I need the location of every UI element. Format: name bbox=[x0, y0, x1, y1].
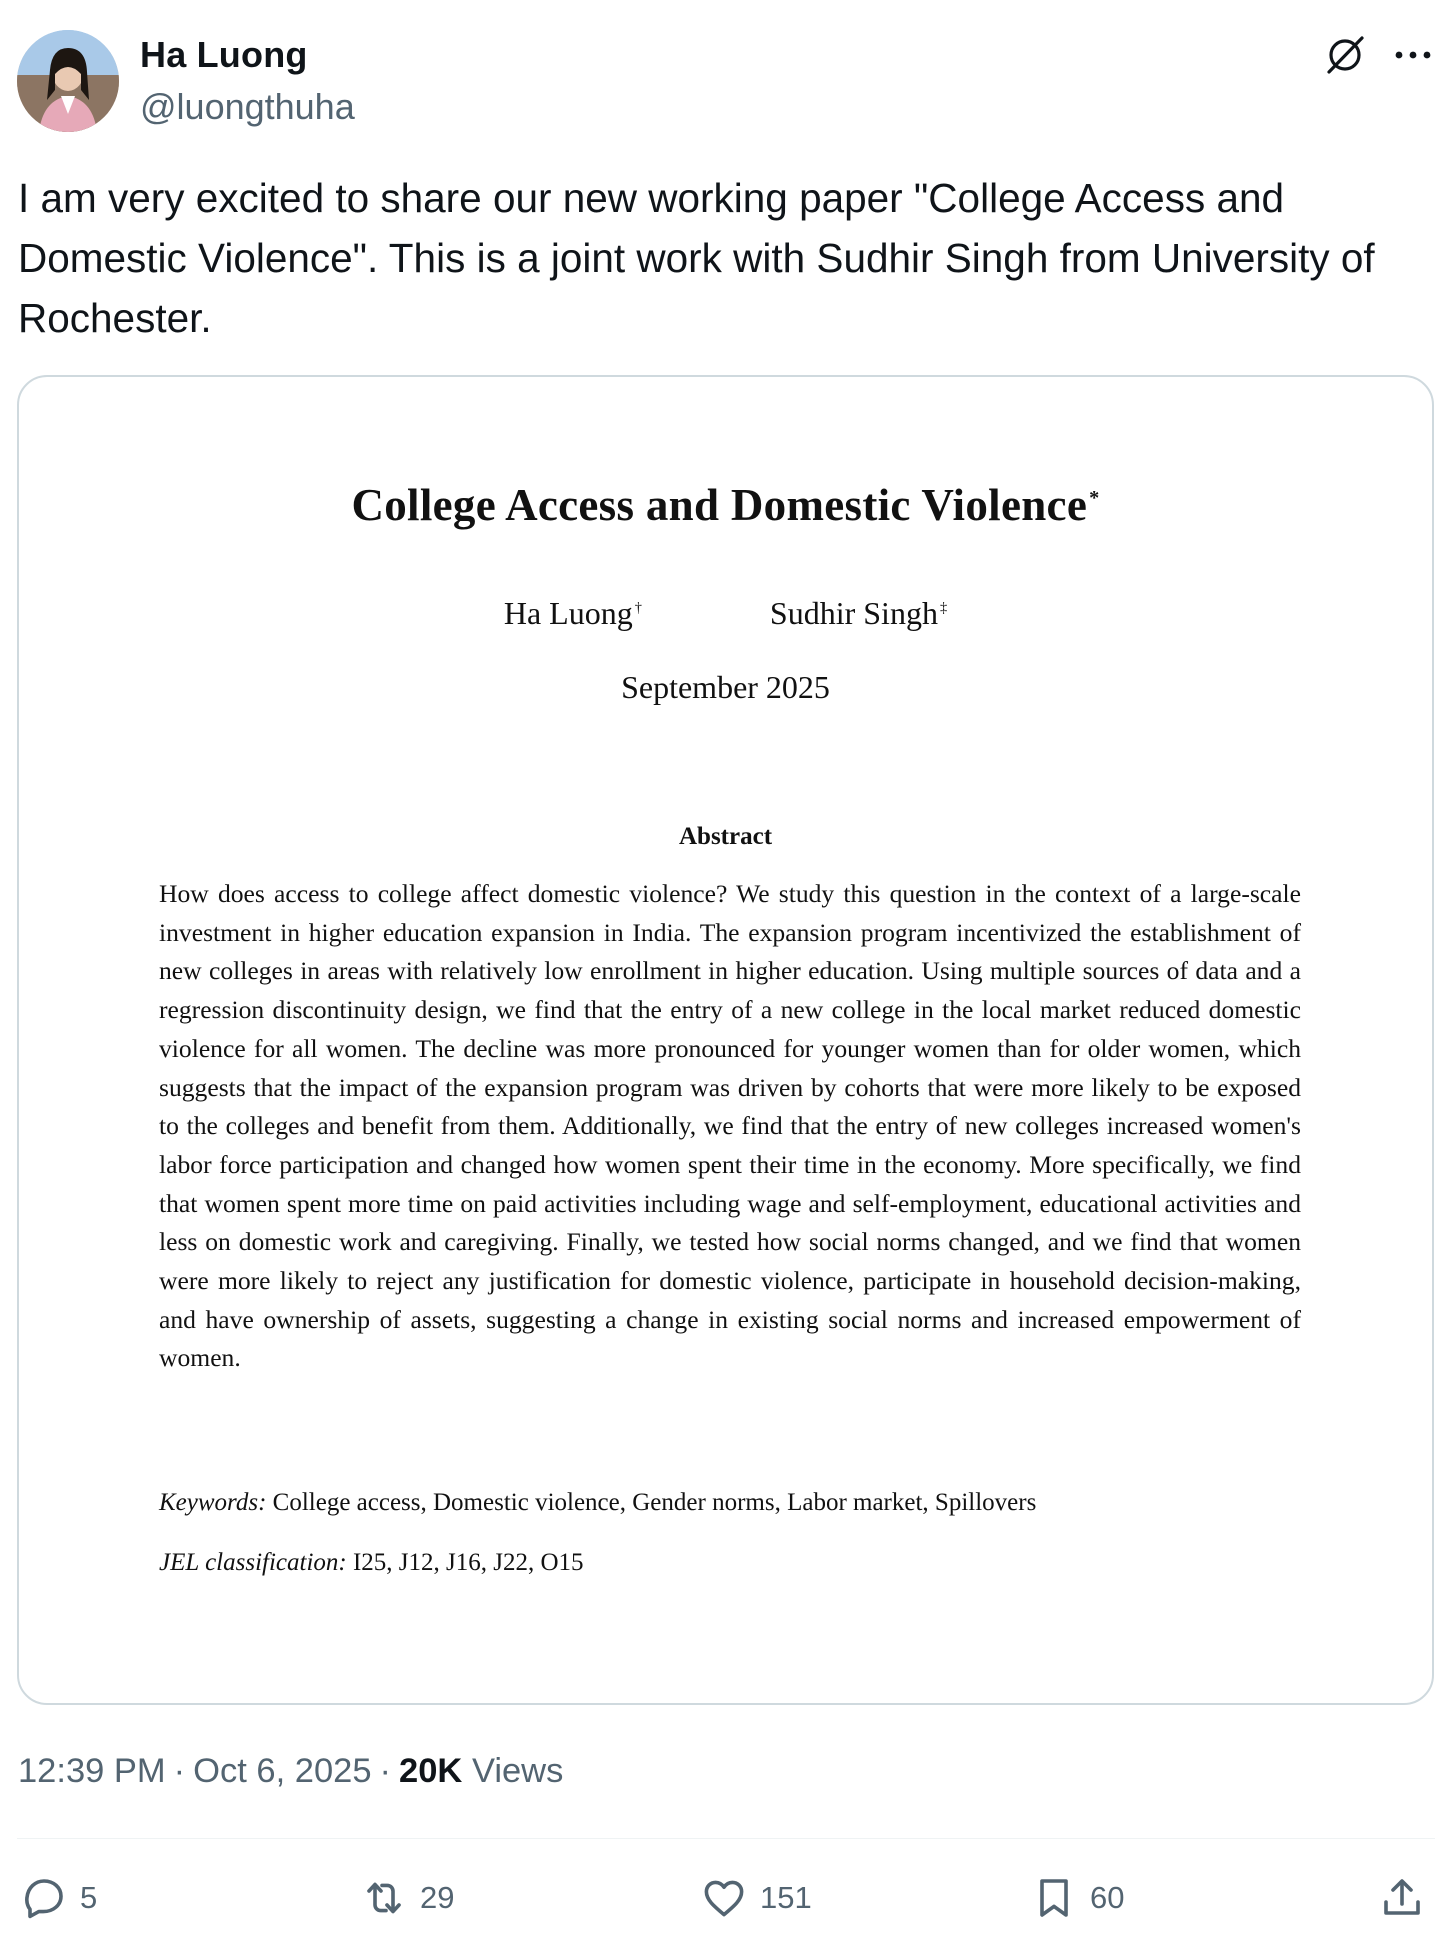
tweet-meta bbox=[18, 1752, 563, 1791]
abstract-heading: Abstract bbox=[678, 823, 773, 850]
views-count: 20K bbox=[399, 1752, 463, 1790]
like-button[interactable] bbox=[700, 1868, 812, 1928]
repost-button[interactable] bbox=[360, 1868, 454, 1928]
action-bar bbox=[0, 1868, 1456, 1928]
meta-separator: · bbox=[173, 1752, 186, 1790]
like-count: 151 bbox=[760, 1880, 812, 1915]
share-button[interactable] bbox=[1378, 1868, 1426, 1928]
paper-jel bbox=[159, 1549, 584, 1577]
attached-image[interactable] bbox=[17, 375, 1434, 1705]
repost-icon bbox=[360, 1874, 408, 1922]
jel-value: I25, J12, J16, J22, O15 bbox=[352, 1549, 584, 1576]
more-options-icon[interactable] bbox=[1390, 32, 1436, 78]
jel-label: JEL classification: bbox=[159, 1549, 347, 1576]
post-date[interactable]: Oct 6, 2025 bbox=[193, 1752, 372, 1790]
meta-separator: · bbox=[379, 1752, 392, 1790]
paper-title bbox=[19, 479, 1432, 531]
paper-date: September 2025 bbox=[621, 669, 830, 705]
views-label: Views bbox=[471, 1752, 564, 1790]
title-footnote-mark: * bbox=[1089, 487, 1100, 509]
paper-author-2-mark: ‡ bbox=[939, 600, 948, 617]
paper-title-text: College Access and Domestic Violence bbox=[351, 480, 1088, 530]
paper-author-2-name: Sudhir Singh bbox=[769, 595, 938, 631]
author-name[interactable]: Ha Luong bbox=[140, 34, 308, 75]
paper-author-1 bbox=[504, 595, 642, 632]
reply-count: 5 bbox=[80, 1880, 98, 1915]
paper-author-2 bbox=[770, 595, 947, 632]
paper-author-1-mark: † bbox=[634, 600, 642, 617]
bookmark-button[interactable] bbox=[1030, 1868, 1124, 1928]
heart-icon bbox=[700, 1874, 748, 1922]
bookmark-icon bbox=[1030, 1874, 1078, 1922]
bookmark-count: 60 bbox=[1090, 1880, 1125, 1915]
repost-count: 29 bbox=[420, 1880, 455, 1915]
tweet-text: I am very excited to share our new working paper "College Access and Domestic Violence". This is a joint work with Sudhir Singh from University of Rochester. bbox=[18, 175, 1375, 341]
share-icon bbox=[1378, 1874, 1426, 1922]
avatar-photo bbox=[17, 30, 119, 132]
abstract-text: How does access to college affect domestic violence? We study this question in the context of a large-scale investment in higher education expansion in India. The expansion program incentivized the establishment of new colleges in areas with relatively low enrollment in higher education. Using multiple sources of data and a regression discontinuity design, we find that the entry of a new college in the local market reduced domestic violence for all women. The decline was more pronounced for younger women than for older women, which suggests that the impact of the expansion program was driven by cohorts that were more likely to be exposed to the colleges and benefit from them. Additionally, we find that the entry of new colleges increased women's labor force participation and changed how women spent their time in the economy. More specifically, we find that women spent more time on paid activities including wage and self-employment, educational activities and less on domestic work and caregiving. Finally, we tested how social norms changed, and we find that women were more likely to reject any justification for domestic violence, participate in household decision-making, and have ownership of assets, suggesting a change in existing social norms and increased empowerment of women. bbox=[159, 879, 1301, 1373]
avatar[interactable] bbox=[17, 30, 119, 132]
paper-page bbox=[19, 377, 1432, 1703]
keywords-label: Keywords: bbox=[159, 1489, 267, 1516]
grok-icon[interactable] bbox=[1322, 32, 1368, 78]
reply-button[interactable] bbox=[20, 1868, 97, 1928]
post-time[interactable]: 12:39 PM bbox=[18, 1752, 166, 1790]
divider bbox=[17, 1838, 1435, 1839]
author-handle[interactable]: @luongthuha bbox=[140, 86, 355, 127]
paper-author-1-name: Ha Luong bbox=[503, 595, 633, 631]
reply-icon bbox=[20, 1874, 68, 1922]
keywords-value: College access, Domestic violence, Gender norms, Labor market, Spillovers bbox=[272, 1489, 1037, 1516]
paper-authors bbox=[19, 595, 1432, 632]
paper-keywords bbox=[159, 1489, 1036, 1517]
